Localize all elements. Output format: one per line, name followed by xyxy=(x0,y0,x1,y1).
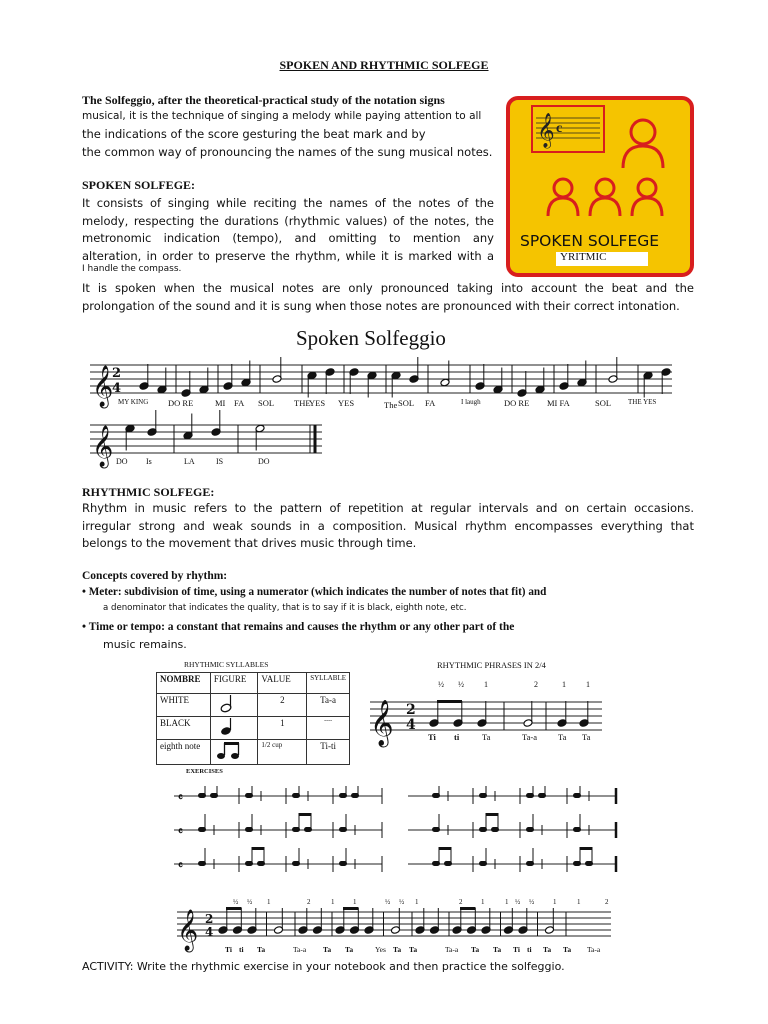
final-rhythmic-phrase xyxy=(175,896,615,958)
beat-count: 1 xyxy=(505,898,509,906)
table-cell-syllable: ---- xyxy=(307,717,350,740)
beat-count: 1 xyxy=(415,898,419,906)
time-signature: 𝄴 xyxy=(178,791,183,804)
rhythm-syllable: ti xyxy=(454,732,460,742)
lyric-syllable: MI xyxy=(215,398,226,408)
exercises-caption: EXERCISES xyxy=(186,768,223,775)
beam xyxy=(580,847,593,850)
lyric-syllable: Is xyxy=(146,457,152,466)
rhythmic-line-2: irregular strong and weak sounds in a composition. Musical rhythm encompasses everything that xyxy=(82,518,694,533)
beat-count: 2 xyxy=(459,898,463,906)
beat-count: ½ xyxy=(385,898,391,906)
lyric-syllable: DO RE xyxy=(504,398,530,408)
table-row xyxy=(157,717,350,740)
beat-count: 1 xyxy=(267,898,271,906)
beat-count: 1 xyxy=(481,898,485,906)
rhythmic-body xyxy=(82,500,694,553)
rhythm-syllable: Ta xyxy=(558,732,567,742)
rhythm-syllable: Ta xyxy=(582,732,591,742)
intro-line-3: the indications of the score gesturing the beat mark and by xyxy=(82,127,426,141)
time-signature: 𝄴 xyxy=(178,859,183,872)
figure-eighth-notes-icon xyxy=(210,740,258,765)
spoken-solfege-logo xyxy=(506,96,694,277)
rhythm-syllable: Ta-a xyxy=(587,945,601,954)
rhythm-syllable: Ta xyxy=(257,945,266,954)
beat-count: 1 xyxy=(562,680,566,689)
rhythm-syllable: Ti xyxy=(428,732,436,742)
time-signature-bottom: 4 xyxy=(205,925,214,939)
concept-meter: • Meter: subdivision of time, using a numerator (which indicates the number of notes that fit) and xyxy=(82,586,547,598)
beam xyxy=(439,847,452,850)
intro-line-4: the common way of pronouncing the names of the sung musical notes. xyxy=(82,145,493,159)
table-cell-value: 1/2 cup xyxy=(258,740,307,765)
lyric-syllable: YES xyxy=(338,398,355,408)
rhythm-syllable: Ta xyxy=(323,945,332,954)
rhythm-syllable: ti xyxy=(527,945,532,954)
intro-line-1: The Solfeggio, after the theoretical-practical study of the notation signs xyxy=(82,93,445,107)
activity-text: ACTIVITY: Write the rhythmic exercise in your notebook and then practice the solfeggio. xyxy=(82,960,565,973)
beam xyxy=(252,847,265,850)
lyric-syllable: THE YES xyxy=(628,398,657,406)
lyric-syllable: DO xyxy=(116,457,128,466)
treble-clef-icon: 𝄞 xyxy=(92,426,114,467)
rhythmic-syllables-table xyxy=(156,672,350,765)
table-header: SYLLABLE xyxy=(307,673,350,694)
beat-count: 1 xyxy=(353,898,357,906)
beat-count: ½ xyxy=(515,898,521,906)
table-caption: RHYTHMIC SYLLABLES xyxy=(184,660,269,669)
exercises-grid xyxy=(170,786,620,886)
beat-count: ½ xyxy=(438,680,444,689)
svg-text:𝄞: 𝄞 xyxy=(537,113,555,148)
rhythm-syllable: ti xyxy=(239,945,244,954)
lyric-syllable: MY KING xyxy=(118,398,149,406)
table-header: VALUE xyxy=(258,673,307,694)
spoken-line-3: metronomic indication (tempo), and omitting to mention any xyxy=(82,231,494,245)
rhythm-syllable: Ta xyxy=(409,945,418,954)
figure-half-note-icon xyxy=(210,694,258,717)
lyric-syllable: MI FA xyxy=(547,398,570,408)
phrases-caption: RHYTHMIC PHRASES IN 2/4 xyxy=(437,660,546,670)
score-spoken-solfeggio xyxy=(82,320,694,472)
spoken-line-4: alteration, in order to preserve the rhythm, while it is marked with a xyxy=(82,248,494,263)
time-signature-bottom: 4 xyxy=(406,717,416,733)
rhythmic-phrase-example xyxy=(366,674,606,750)
spoken-line-5: I handle the compass. xyxy=(82,264,182,274)
lyric-syllable: THE xyxy=(294,398,311,408)
rhythm-syllable: Ta xyxy=(493,945,502,954)
beat-count: ½ xyxy=(247,898,253,906)
concept-tempo: • Time or tempo: a constant that remains and causes the rhythm or any other part of the xyxy=(82,621,515,633)
beat-count: ½ xyxy=(529,898,535,906)
rhythm-syllable: Yes xyxy=(375,945,386,954)
rhythmic-line-3: belongs to the movement that drives music through time. xyxy=(82,536,417,550)
lyric-syllable: I laugh xyxy=(461,398,481,406)
beat-count: 2 xyxy=(307,898,311,906)
score-title: Spoken Solfeggio xyxy=(296,326,446,350)
table-row xyxy=(157,694,350,717)
rhythmic-line-1: Rhythm in music refers to the pattern of repetition at regular intervals and on certain occasions. xyxy=(82,501,694,515)
lyric-syllable: YES xyxy=(309,398,326,408)
spoken-heading: SPOKEN SOLFEGE: xyxy=(82,178,196,192)
treble-clef-icon: 𝄞 xyxy=(177,910,199,951)
rhythm-syllable: Ta xyxy=(345,945,354,954)
rhythm-syllable: Ta-a xyxy=(522,732,537,742)
page-title: SPOKEN AND RHYTHMIC SOLFEGE xyxy=(279,58,489,72)
beat-count: 2 xyxy=(534,680,538,689)
rhythm-syllable: Ta xyxy=(563,945,572,954)
beat-count: ½ xyxy=(399,898,405,906)
lyric-syllable: IS xyxy=(216,457,224,466)
table-header: FIGURE xyxy=(210,673,258,694)
beat-count: ½ xyxy=(233,898,239,906)
lyric-syllable: SOL xyxy=(595,398,612,408)
table-row xyxy=(157,740,350,765)
table-cell-name: WHITE xyxy=(157,694,211,717)
table-cell-value: 1 xyxy=(258,717,307,740)
concept-tempo-rest: music remains. xyxy=(103,638,187,651)
rhythmic-heading: RHYTHMIC SOLFEGE: xyxy=(82,485,215,499)
table-cell-name: BLACK xyxy=(157,717,211,740)
spoken-line-1: It consists of singing while reciting the names of the notes of the xyxy=(82,196,494,210)
final-phrase-labels xyxy=(175,896,615,958)
beat-count: 1 xyxy=(586,680,590,689)
rhythm-syllable: Ta xyxy=(471,945,480,954)
rhythm-syllable: Ti xyxy=(513,945,520,954)
table-cell-value: 2 xyxy=(258,694,307,717)
time-signature-top: 2 xyxy=(406,702,416,718)
exercises-staves xyxy=(170,786,620,886)
concept-meter-rest: a denominator that indicates the quality, that is to say if it is black, eighth note, etc. xyxy=(103,603,467,613)
lyric-syllable: FA xyxy=(234,398,245,408)
beat-count: 2 xyxy=(605,898,609,906)
spoken-line-2: melody, respecting the durations (rhythmic values) of the notes, the xyxy=(82,213,494,228)
treble-clef-icon: 𝄞 xyxy=(370,700,394,746)
spoken-body xyxy=(82,195,494,265)
spoken-para-2: It is spoken when the musical notes are only pronounced taking into account the beat and the prolongation of the sound and it is sung when those notes are pronounced with their correct intonation. xyxy=(82,281,694,313)
beat-count: 1 xyxy=(577,898,581,906)
phrase-labels xyxy=(366,674,606,750)
rhythm-syllable: Ta-a xyxy=(293,945,307,954)
beam xyxy=(299,813,312,816)
beat-count: 1 xyxy=(331,898,335,906)
rhythm-syllable: Ta xyxy=(482,732,491,742)
table-cell-name: eighth note xyxy=(157,740,211,765)
lyric-syllable: FA xyxy=(425,398,436,408)
time-signature-bottom: 4 xyxy=(112,381,122,396)
time-signature-top: 2 xyxy=(205,912,214,926)
logo-caption: SPOKEN SOLFEGE xyxy=(520,232,660,250)
lyric-syllable: DO xyxy=(258,457,270,466)
beat-count: ½ xyxy=(458,680,464,689)
beat-count: 1 xyxy=(553,898,557,906)
table-cell-syllable: Ta-a xyxy=(307,694,350,717)
table-cell-syllable: Ti-ti xyxy=(307,740,350,765)
table-header: NOMBRE xyxy=(157,673,211,694)
time-signature-top: 2 xyxy=(112,366,122,381)
lyric-syllable: LA xyxy=(184,457,195,466)
concepts-heading: Concepts covered by rhythm: xyxy=(82,570,228,582)
lyric-syllable: SOL xyxy=(398,398,415,408)
beat-count: 1 xyxy=(484,680,488,689)
score-lyrics xyxy=(82,320,694,472)
figure-quarter-note-icon xyxy=(210,717,258,740)
rhythm-syllable: Ta-a xyxy=(445,945,459,954)
time-signature: 𝄴 xyxy=(178,825,183,838)
intro-line-2: musical, it is the technique of singing a melody while paying attention to all xyxy=(82,110,482,122)
rhythm-syllable: Ta xyxy=(393,945,402,954)
table-header-row xyxy=(157,673,350,694)
svg-text:c: c xyxy=(556,121,563,136)
beam xyxy=(486,813,499,816)
lyric-syllable: The xyxy=(384,400,398,410)
rhythm-syllable: Ti xyxy=(225,945,232,954)
treble-clef-icon: 𝄞 xyxy=(92,366,114,407)
lyric-syllable: DO RE xyxy=(168,398,194,408)
lyric-syllable: SOL xyxy=(258,398,275,408)
logo-sub: YRITMIC xyxy=(560,251,607,263)
rhythm-syllable: Ta xyxy=(543,945,552,954)
